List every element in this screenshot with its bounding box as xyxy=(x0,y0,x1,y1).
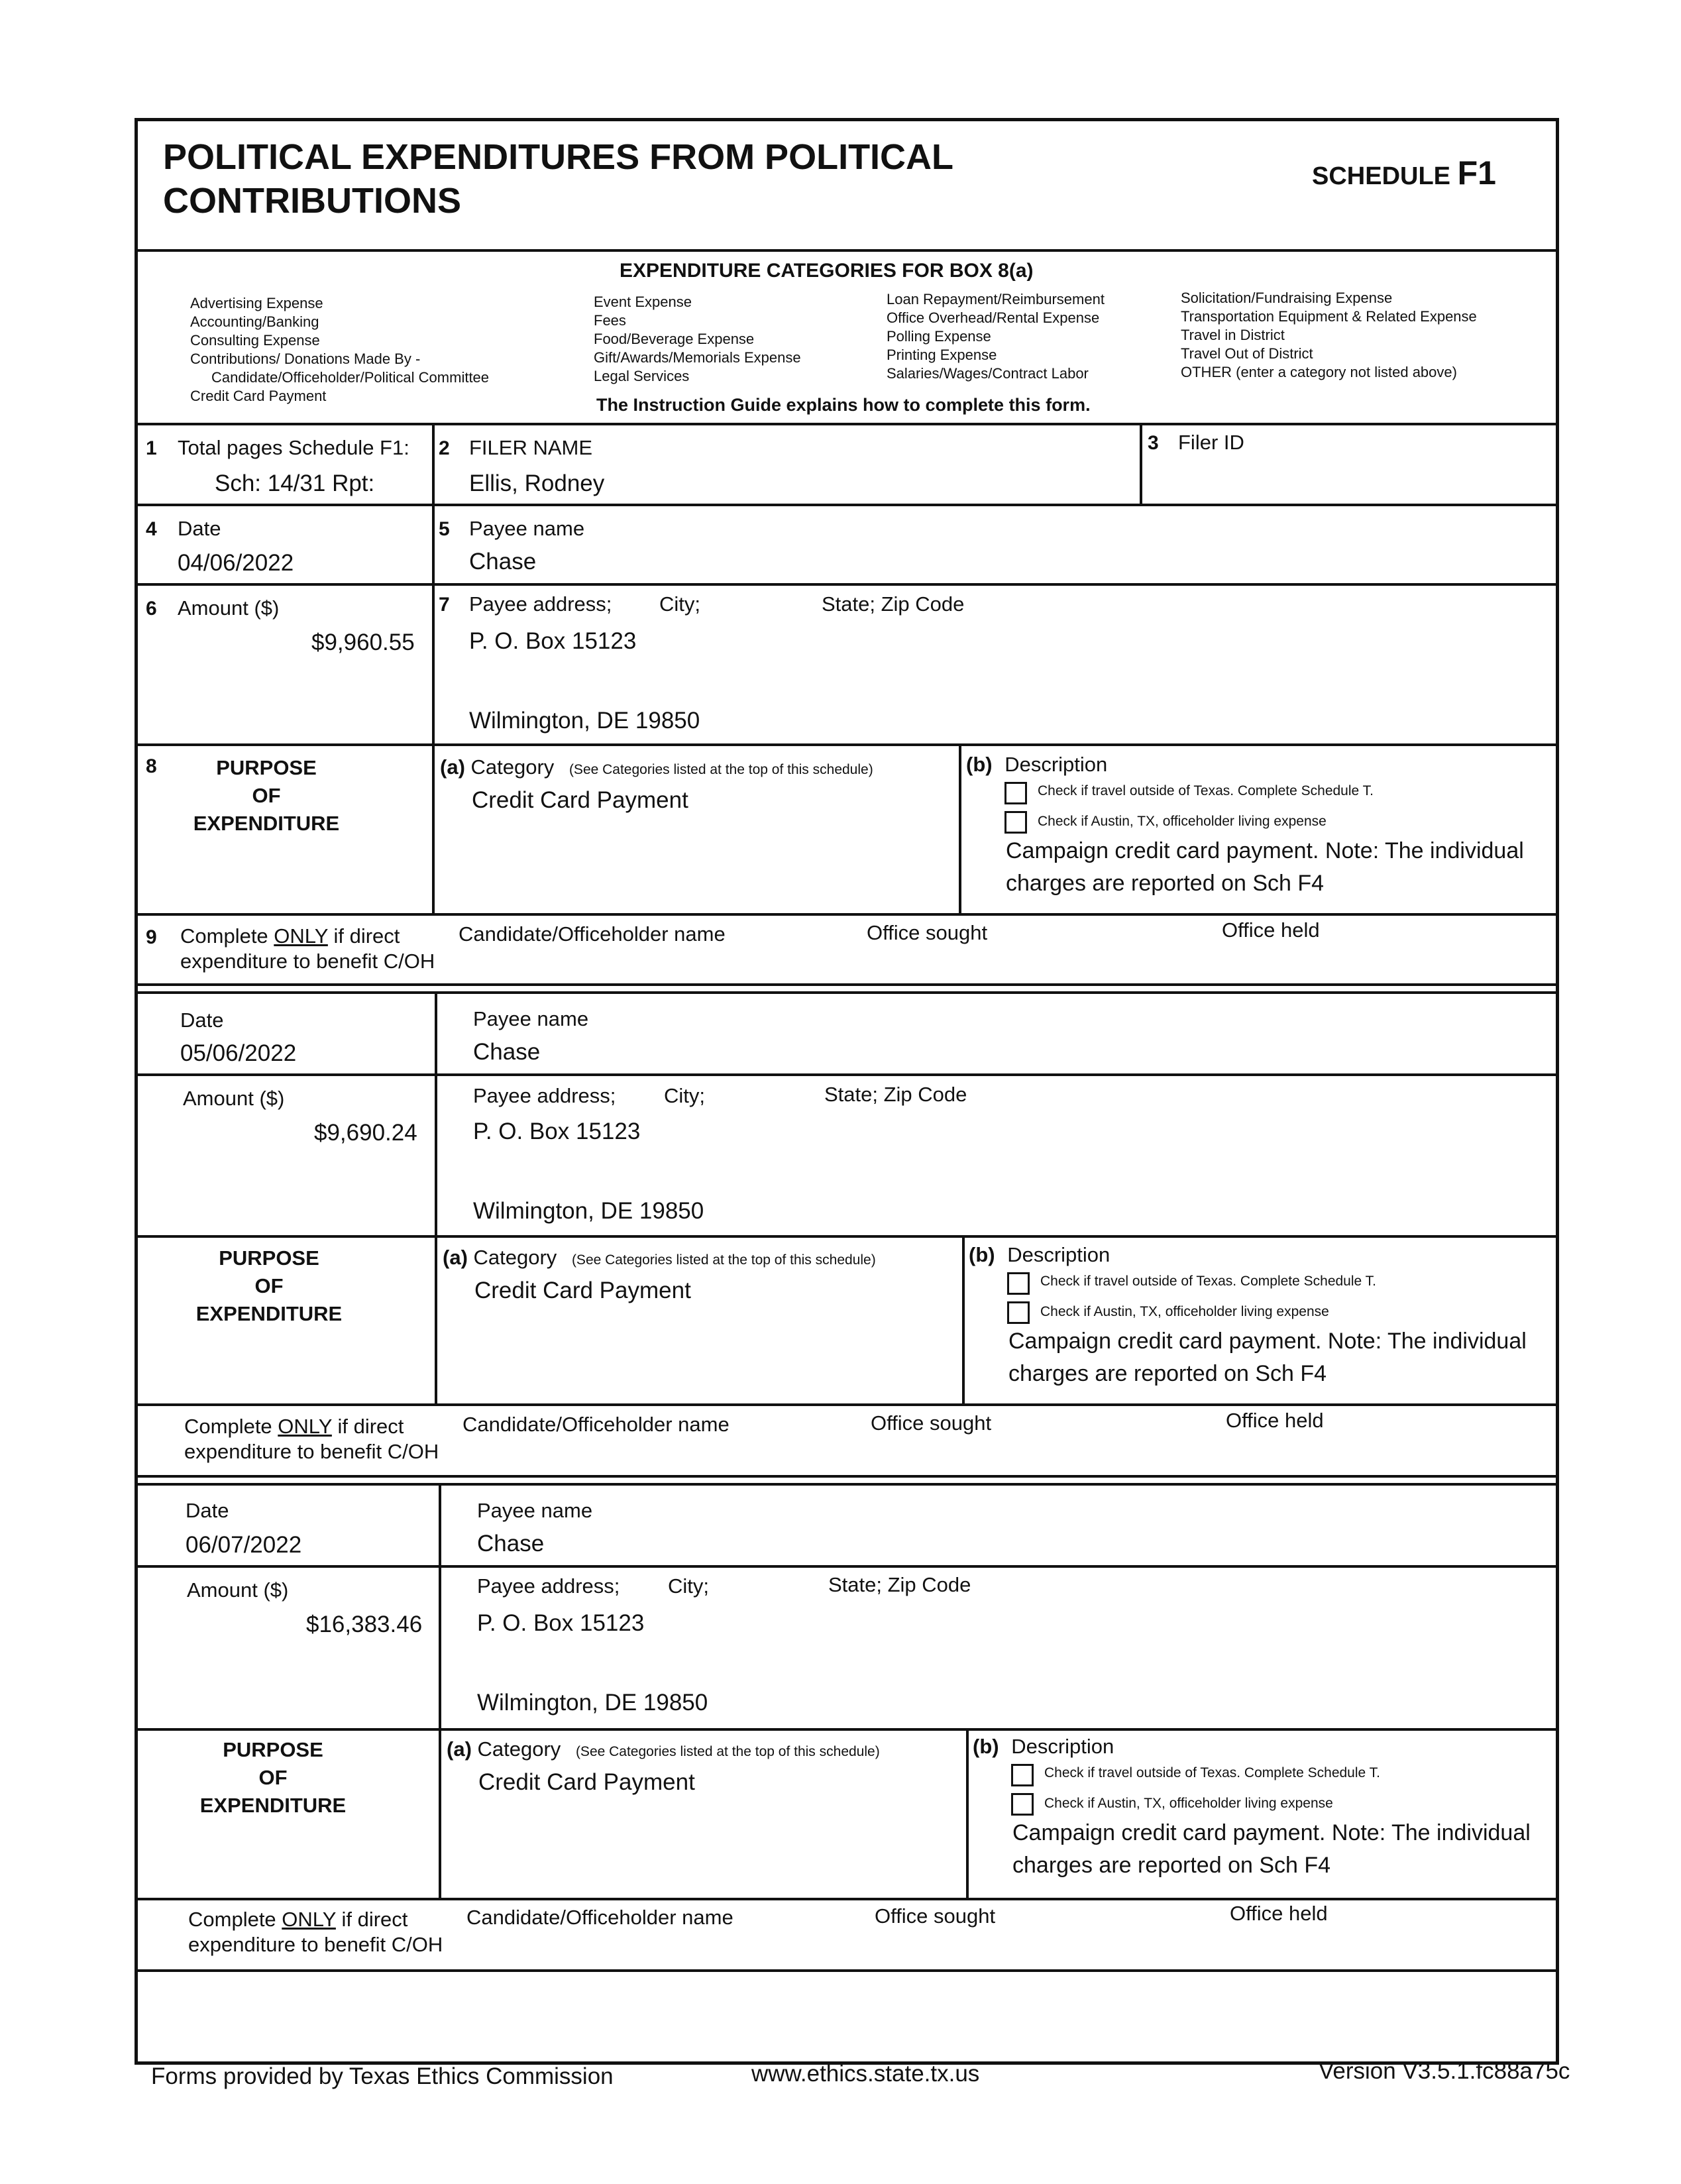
office-held-label: Office held xyxy=(1230,1902,1328,1925)
city-label: City; xyxy=(664,1084,705,1107)
filer-id-label: Filer ID xyxy=(1178,431,1244,454)
payee-address-label: Payee address; xyxy=(469,592,612,616)
entry-date: 06/07/2022 xyxy=(186,1532,302,1558)
entry-address-line2: Wilmington, DE 19850 xyxy=(473,1198,704,1224)
entry-payee: Chase xyxy=(473,1039,541,1065)
entry-payee: Chase xyxy=(477,1531,545,1556)
payee-name-label: Payee name xyxy=(469,517,585,540)
entry-date: 04/06/2022 xyxy=(178,550,294,576)
form-title: POLITICAL EXPENDITURES FROM POLITICAL CONTRIBUTIONS xyxy=(163,137,954,221)
amount-label: Amount ($) xyxy=(183,1087,285,1110)
payee-address-label: Payee address; xyxy=(477,1574,620,1598)
footer-version: Version V3.5.1.fc88a75c xyxy=(1319,2058,1570,2084)
entry-amount: $9,690.24 xyxy=(314,1120,417,1146)
austin-living-expense-label: Check if Austin, TX, officeholder living expense xyxy=(1040,1304,1329,1319)
category-label: (a) Category (See Categories listed at the top of this schedule) xyxy=(447,1737,880,1761)
payee-address-label: Payee address; xyxy=(473,1084,616,1107)
entry-description: Campaign credit card payment. Note: The individual charges are reported on Sch F4 xyxy=(1008,1329,1527,1386)
entry-category: Credit Card Payment xyxy=(472,787,688,813)
entry-category: Credit Card Payment xyxy=(478,1769,695,1795)
city-label: City; xyxy=(659,592,700,616)
entry-description: Campaign credit card payment. Note: The individual charges are reported on Sch F4 xyxy=(1006,838,1524,896)
candidate-name-label: Candidate/Officeholder name xyxy=(459,922,726,946)
travel-outside-texas-label: Check if travel outside of Texas. Complete Schedule T. xyxy=(1038,783,1374,798)
amount-label: Amount ($) xyxy=(178,596,280,620)
entry-address-line1: P. O. Box 15123 xyxy=(473,1119,641,1144)
complete-only-note: Complete ONLY if direct expenditure to benefit C/OH xyxy=(188,1908,443,1956)
travel-outside-texas-label: Check if travel outside of Texas. Complete Schedule T. xyxy=(1040,1274,1376,1289)
candidate-name-label: Candidate/Officeholder name xyxy=(462,1413,730,1436)
schedule-code: F1 xyxy=(1457,154,1496,191)
entry-address-line1: P. O. Box 15123 xyxy=(477,1610,645,1636)
office-sought-label: Office sought xyxy=(875,1904,996,1928)
categories-col2: Event Expense Fees Food/Beverage Expense Gift/Awards/Memorials Expense Legal Services xyxy=(594,294,801,384)
description-label: (b) Description xyxy=(973,1735,1114,1758)
austin-living-expense-checkbox[interactable] xyxy=(1004,811,1027,834)
travel-outside-texas-checkbox[interactable] xyxy=(1011,1764,1034,1786)
total-pages-label: Total pages Schedule F1: xyxy=(178,436,409,459)
payee-name-label: Payee name xyxy=(473,1007,589,1030)
total-pages-value: Sch: 14/31 Rpt: xyxy=(215,470,375,496)
state-zip-label: State; Zip Code xyxy=(824,1083,967,1106)
date-label: Date xyxy=(180,1009,224,1032)
travel-outside-texas-checkbox[interactable] xyxy=(1004,782,1027,804)
entry-category: Credit Card Payment xyxy=(474,1278,691,1303)
state-zip-label: State; Zip Code xyxy=(828,1573,971,1596)
city-label: City; xyxy=(668,1574,709,1598)
austin-living-expense-label: Check if Austin, TX, officeholder living expense xyxy=(1044,1796,1333,1811)
footer-provider: Forms provided by Texas Ethics Commission xyxy=(151,2063,614,2089)
austin-living-expense-checkbox[interactable] xyxy=(1011,1793,1034,1816)
entry-amount: $16,383.46 xyxy=(306,1611,423,1637)
schedule-label: SCHEDULE F1 xyxy=(1312,154,1496,191)
date-label: Date xyxy=(186,1499,229,1522)
entry-address-line1: P. O. Box 15123 xyxy=(469,628,637,654)
description-label: (b) Description xyxy=(966,753,1108,776)
payee-name-label: Payee name xyxy=(477,1499,593,1522)
austin-living-expense-label: Check if Austin, TX, officeholder living expense xyxy=(1038,814,1327,829)
category-label: (a) Category (See Categories listed at the top of this schedule) xyxy=(440,755,873,779)
category-label: (a) Category (See Categories listed at the top of this schedule) xyxy=(443,1246,876,1269)
complete-only-note: Complete ONLY if direct expenditure to benefit C/OH xyxy=(180,924,435,973)
categories-col4: Solicitation/Fundraising Expense Transportation Equipment & Related Expense Travel in District Travel Out of District OTHER (enter a category not listed above) xyxy=(1181,290,1477,380)
office-held-label: Office held xyxy=(1222,918,1320,942)
candidate-name-label: Candidate/Officeholder name xyxy=(466,1906,733,1929)
footer-website[interactable]: www.ethics.state.tx.us xyxy=(751,2061,980,2087)
entry-date: 05/06/2022 xyxy=(180,1040,297,1066)
purpose-label: PURPOSE OF EXPENDITURE xyxy=(195,1246,343,1325)
description-label: (b) Description xyxy=(969,1243,1111,1266)
entry-amount: $9,960.55 xyxy=(311,629,415,655)
purpose-label: PURPOSE OF EXPENDITURE xyxy=(193,756,340,835)
categories-col1: Advertising Expense Accounting/Banking Consulting Expense Contributions/ Donations Made By - Candidate/Officeholder/Political Committee Credit Card Payment xyxy=(190,295,490,404)
categories-col3: Loan Repayment/Reimbursement Office Overhead/Rental Expense Polling Expense Printing Expense Salaries/Wages/Contract Labor xyxy=(887,291,1105,382)
date-label: Date xyxy=(178,517,221,540)
office-sought-label: Office sought xyxy=(871,1411,992,1435)
office-sought-label: Office sought xyxy=(867,921,988,944)
travel-outside-texas-checkbox[interactable] xyxy=(1007,1272,1030,1295)
purpose-label: PURPOSE OF EXPENDITURE xyxy=(199,1738,347,1817)
categories-heading: EXPENDITURE CATEGORIES FOR BOX 8(a) xyxy=(620,260,1034,282)
complete-only-note: Complete ONLY if direct expenditure to benefit C/OH xyxy=(184,1415,439,1463)
amount-label: Amount ($) xyxy=(187,1578,289,1602)
office-held-label: Office held xyxy=(1226,1409,1324,1432)
filer-name-value: Ellis, Rodney xyxy=(469,470,605,496)
travel-outside-texas-label: Check if travel outside of Texas. Complete Schedule T. xyxy=(1044,1765,1380,1780)
entry-payee: Chase xyxy=(469,549,537,574)
instruction-note: The Instruction Guide explains how to complete this form. xyxy=(596,395,1091,415)
entry-address-line2: Wilmington, DE 19850 xyxy=(477,1690,708,1716)
austin-living-expense-checkbox[interactable] xyxy=(1007,1301,1030,1324)
entry-description: Campaign credit card payment. Note: The individual charges are reported on Sch F4 xyxy=(1012,1820,1531,1878)
entry-address-line2: Wilmington, DE 19850 xyxy=(469,708,700,734)
state-zip-label: State; Zip Code xyxy=(822,592,965,616)
filer-name-label: FILER NAME xyxy=(469,436,593,459)
